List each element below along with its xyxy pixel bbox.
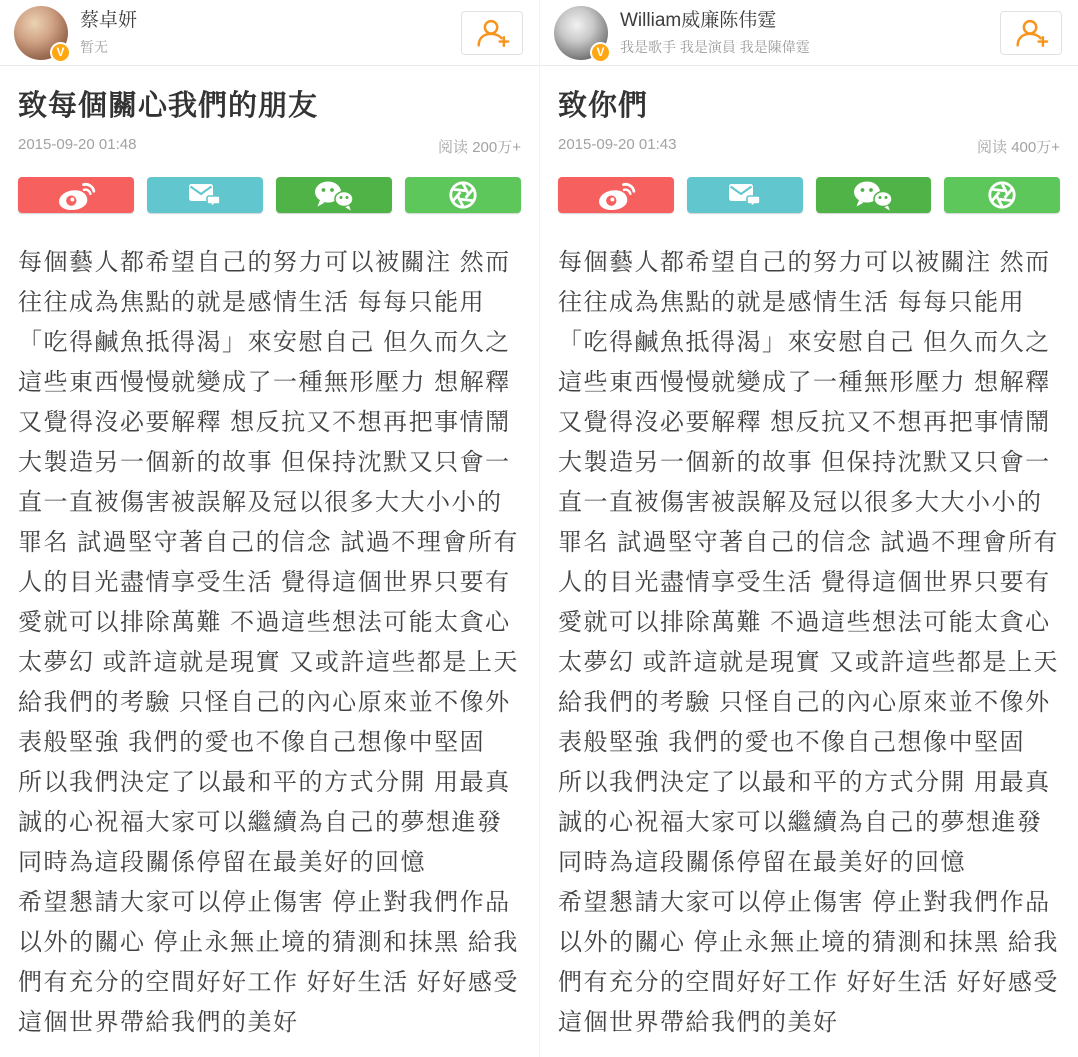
post-paragraph: 希望懇請大家可以停止傷害 停止對我們作品以外的關心 停止永無止境的猜測和抹黑 給我們有充分的空間好好工作 好好生活 好好感受這個世界帶給我們的美好 [558,889,1059,1036]
aperture-icon [987,180,1017,210]
post-date: 2015-09-20 01:43 [558,136,677,153]
mail-share-button[interactable] [147,177,263,213]
weibo-icon [55,179,97,211]
aperture-share-button[interactable] [944,177,1060,213]
post-body [558,243,1060,1057]
aperture-icon [448,180,478,210]
weibo-share-button[interactable] [18,177,134,213]
post-content [0,88,539,1057]
follow-button[interactable] [1000,11,1062,55]
post-meta [18,136,521,157]
mail-icon [187,181,223,209]
wechat-icon [313,179,355,211]
weibo-share-button[interactable] [558,177,674,213]
user-name[interactable]: William威廉陈伟霆 [620,9,777,31]
wechat-icon [852,179,894,211]
wechat-share-button[interactable] [276,177,392,213]
aperture-share-button[interactable] [405,177,521,213]
post-meta [558,136,1060,157]
user-name[interactable]: 蔡卓妍 [80,9,138,31]
avatar[interactable] [14,6,68,60]
user-header [540,0,1078,66]
person-add-icon [1012,17,1050,49]
post-paragraph: 希望懇請大家可以停止傷害 停止對我們作品以外的關心 停止永無止境的猜測和抹黑 給我們有充分的空間好好工作 好好生活 好好感受這個世界帶給我們的美好 [18,889,519,1036]
wechat-share-button[interactable] [816,177,932,213]
share-buttons [558,177,1060,213]
read-count: 阅读 400万+ [977,139,1060,156]
verified-v-badge: V [590,42,611,63]
post-paragraph: 所以我們決定了以最和平的方式分開 用最真誠的心祝福大家可以繼續為自己的夢想進發 同時為這段關係停留在最美好的回憶 [18,769,511,876]
mail-share-button[interactable] [687,177,803,213]
read-count: 阅读 200万+ [438,139,521,156]
post-date: 2015-09-20 01:48 [18,136,137,153]
user-header [0,0,539,66]
post-panel-right [539,0,1078,1057]
user-bio: 暂无 [80,38,108,55]
share-buttons [18,177,521,213]
verified-v-badge: V [50,42,71,63]
user-info [620,9,1000,57]
post-title: 致你們 [558,90,649,122]
user-info [80,9,461,57]
person-add-icon [473,17,511,49]
follow-button[interactable] [461,11,523,55]
post-paragraph: 所以我們決定了以最和平的方式分開 用最真誠的心祝福大家可以繼續為自己的夢想進發 同時為這段關係停留在最美好的回憶 [558,769,1051,876]
post-body [18,243,521,1057]
user-bio: 我是歌手 我是演員 我是陳偉霆 [620,38,810,55]
post-content [540,88,1078,1057]
post-paragraph: 每個藝人都希望自己的努力可以被關注 然而往往成為焦點的就是感情生活 每每只能用「吃得鹹魚抵得渴」來安慰自己 但久而久之這些東西慢慢就變成了一種無形壓力 想解釋又覺得沒必要解釋 想反抗又不想再把事情鬧大製造另一個新的故事 但保持沈默又只會一直一直被傷害被誤解及冠以很多大大小小的罪名 試過堅守著自己的信念 試過不理會所有人的目光盡情享受生活 覺得這個世界只要有愛就可以排除萬難 不過這些想法可能太貪心太夢幻 或許這就是現實 又或許這些都是上天給我們的考驗 只怪自己的內心原來並不像外表般堅強 我們的愛也不像自己想像中堅固 [558,249,1059,756]
avatar[interactable] [554,6,608,60]
mail-icon [727,181,763,209]
weibo-icon [595,179,637,211]
post-title: 致每個關心我們的朋友 [18,90,319,122]
post-paragraph: 每個藝人都希望自己的努力可以被關注 然而往往成為焦點的就是感情生活 每每只能用「吃得鹹魚抵得渴」來安慰自己 但久而久之這些東西慢慢就變成了一種無形壓力 想解釋又覺得沒必要解釋 想反抗又不想再把事情鬧大製造另一個新的故事 但保持沈默又只會一直一直被傷害被誤解及冠以很多大大小小的罪名 試過堅守著自己的信念 試過不理會所有人的目光盡情享受生活 覺得這個世界只要有愛就可以排除萬難 不過這些想法可能太貪心太夢幻 或許這就是現實 又或許這些都是上天給我們的考驗 只怪自己的內心原來並不像外表般堅強 我們的愛也不像自己想像中堅固 [18,249,519,756]
